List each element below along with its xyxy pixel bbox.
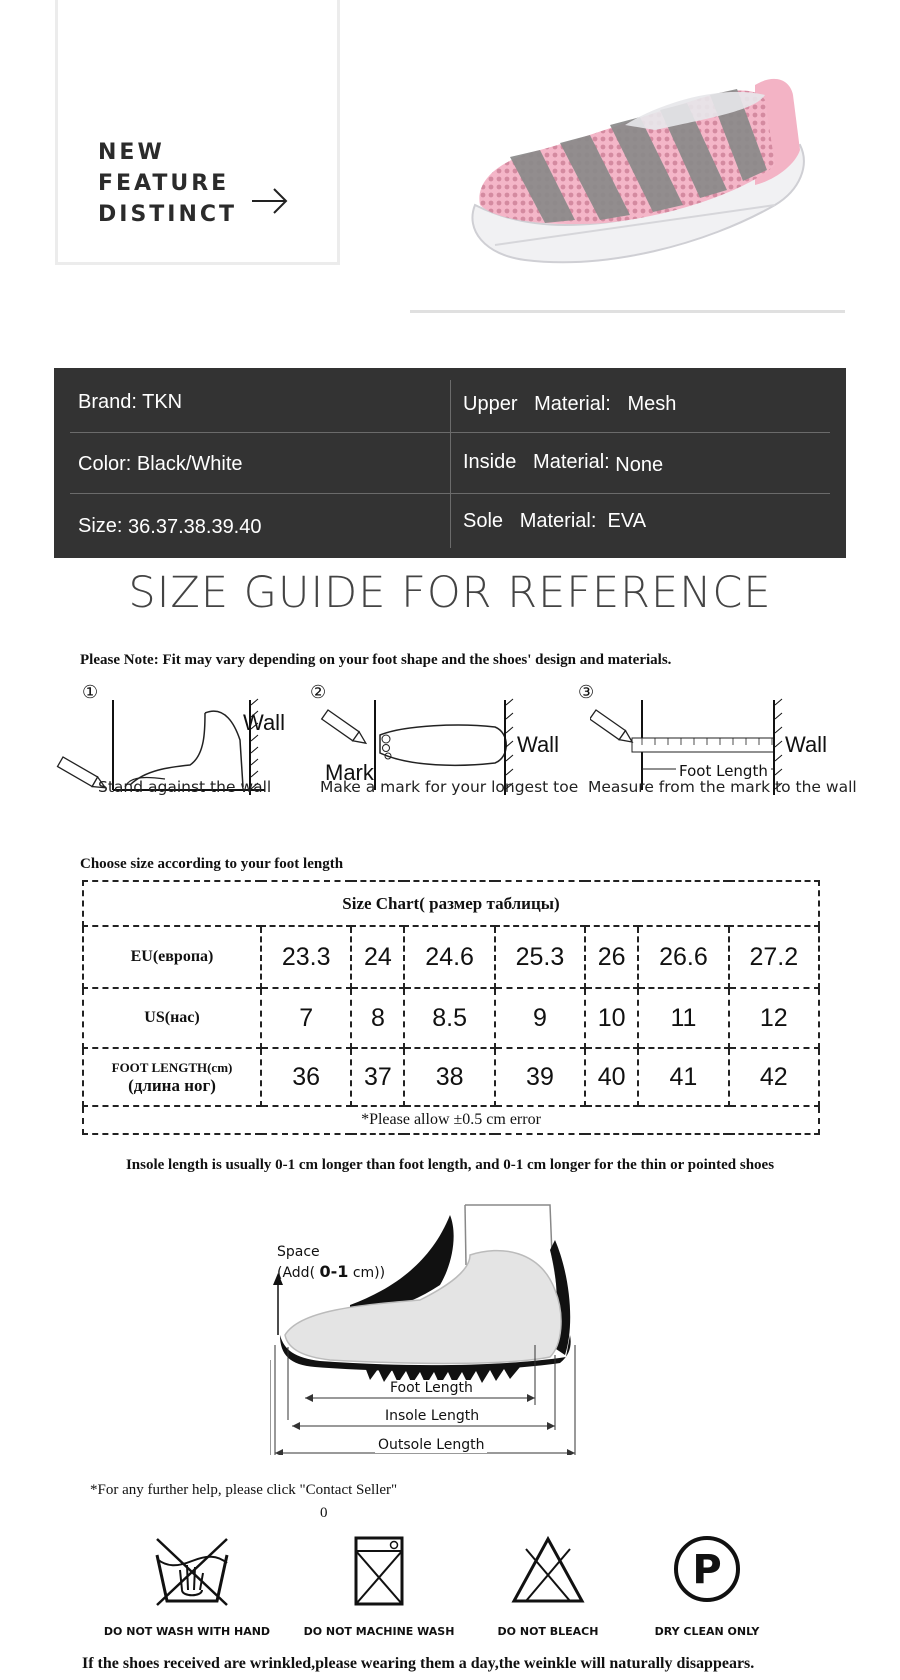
size-chart-footnote: *Please allow ±0.5 cm error (83, 1106, 819, 1134)
feature-line-distinct: DISTINCT (98, 202, 238, 227)
size-cell: 10 (585, 988, 638, 1048)
size-cell: 42 (729, 1048, 819, 1106)
shoe-divider (410, 310, 845, 313)
size-row-label: US(нас) (83, 988, 261, 1048)
wrinkle-note: If the shoes received are wrinkled,please wearing them a day,the weinkle will naturally disappears. (82, 1655, 755, 1672)
size-chart-table (82, 880, 820, 1135)
dry-clean-only-icon (667, 1533, 747, 1605)
step-3-wall-label: Wall (785, 732, 827, 757)
spec-inside-label: Inside Material: (463, 451, 610, 473)
arrow-right-icon[interactable] (250, 186, 290, 216)
size-cell: 36 (261, 1048, 351, 1106)
shoe-image (455, 55, 815, 285)
care-label-bleach: DO NOT BLEACH (497, 1625, 599, 1638)
spec-inside (445, 430, 830, 490)
size-cell: 8.5 (404, 988, 494, 1048)
step-1-number: ① (82, 682, 99, 703)
step-1-wall-label: Wall (243, 710, 285, 735)
size-cell: 8 (351, 988, 404, 1048)
step-2-wall-label: Wall (517, 732, 559, 757)
size-row-label (83, 1048, 261, 1106)
space-label (277, 1243, 385, 1283)
size-cell: 11 (638, 988, 728, 1048)
size-cell: 25.3 (495, 926, 585, 988)
size-row-eu (83, 926, 819, 988)
contact-seller-zero: 0 (320, 1505, 328, 1521)
diagram-foot-length-label: Foot Length (387, 1380, 476, 1396)
care-label-dry-clean: DRY CLEAN ONLY (654, 1625, 760, 1638)
choose-size-note: Choose size according to your foot length (80, 856, 344, 872)
feature-text (98, 137, 237, 230)
space-add-open: (Add( (277, 1265, 316, 1281)
size-row-label-sub: (длина ног) (128, 1076, 216, 1095)
space-label-add (277, 1262, 385, 1283)
contact-seller-note: *For any further help, please click "Contact Seller" (90, 1482, 398, 1498)
do-not-machine-wash-icon (339, 1535, 419, 1607)
size-chart-title: Size Chart( размер таблицы) (83, 881, 819, 926)
spec-size-label: Size: (78, 515, 123, 537)
size-cell: 7 (261, 988, 351, 1048)
spec-inside-value: None (615, 454, 664, 476)
size-cell: 26 (585, 926, 638, 988)
space-add-close: cm)) (352, 1265, 386, 1281)
size-cell: 39 (495, 1048, 585, 1106)
do-not-bleach-icon (508, 1535, 588, 1607)
step-3-caption: Measure from the mark to the wall (588, 778, 857, 796)
feature-line-new: NEW (98, 140, 165, 165)
spec-table (54, 368, 846, 558)
size-cell: 38 (404, 1048, 494, 1106)
step-2-number: ② (310, 682, 327, 703)
space-label-title: Space (277, 1244, 320, 1260)
size-chart-title-row (83, 881, 819, 926)
step-1-caption: Stand against the wall (98, 778, 272, 796)
size-row-foot-length (83, 1048, 819, 1106)
insole-note: Insole length is usually 0-1 cm longer than foot length, and 0-1 cm longer for the thin or pointed shoes (125, 1157, 775, 1173)
spec-brand: Brand: TKN (78, 391, 183, 413)
spec-upper: Upper Material: Mesh (463, 393, 677, 415)
spec-size (70, 492, 445, 552)
size-guide-title: SIZE GUIDE FOR REFERENCE (128, 568, 772, 618)
size-cell: 26.6 (638, 926, 728, 988)
diagram-insole-length-label: Insole Length (382, 1408, 482, 1424)
spec-row-1 (70, 368, 830, 428)
step-3-number: ③ (578, 682, 595, 703)
size-row-label: EU(европа) (83, 926, 261, 988)
fit-note: Please Note: Fit may vary depending on your foot shape and the shoes' design and materials. (80, 652, 672, 668)
spec-color: Color: Black/White (78, 453, 243, 475)
size-cell: 41 (638, 1048, 728, 1106)
do-not-hand-wash-icon (152, 1535, 232, 1607)
size-cell: 24 (351, 926, 404, 988)
care-label-hand-wash: DO NOT WASH WITH HAND (103, 1625, 271, 1638)
care-label-machine-wash: DO NOT MACHINE WASH (303, 1625, 455, 1638)
size-cell: 23.3 (261, 926, 351, 988)
feature-line-feature: FEATURE (98, 171, 230, 196)
size-row-label-main: FOOT LENGTH(cm) (111, 1060, 233, 1075)
spec-sole: Sole Material: EVA (463, 510, 647, 532)
step-2-mark-label: Mark (325, 760, 374, 785)
size-cell: 37 (351, 1048, 404, 1106)
space-add-value: 0-1 (319, 1262, 349, 1281)
step-2-caption: Make a mark for your longest toe (320, 778, 579, 796)
size-cell: 12 (729, 988, 819, 1048)
size-cell: 27.2 (729, 926, 819, 988)
size-cell: 40 (585, 1048, 638, 1106)
diagram-outsole-length-label: Outsole Length (375, 1437, 487, 1453)
spec-size-value: 36.37.38.39.40 (128, 516, 262, 538)
spec-row-3 (70, 492, 830, 552)
size-row-us (83, 988, 819, 1048)
size-cell: 24.6 (404, 926, 494, 988)
size-chart-footnote-row (83, 1106, 819, 1134)
spec-row-2 (70, 430, 830, 490)
step-3-foot-length-label: Foot Length (676, 762, 771, 780)
size-cell: 9 (495, 988, 585, 1048)
svg-text:P: P (692, 1547, 722, 1593)
